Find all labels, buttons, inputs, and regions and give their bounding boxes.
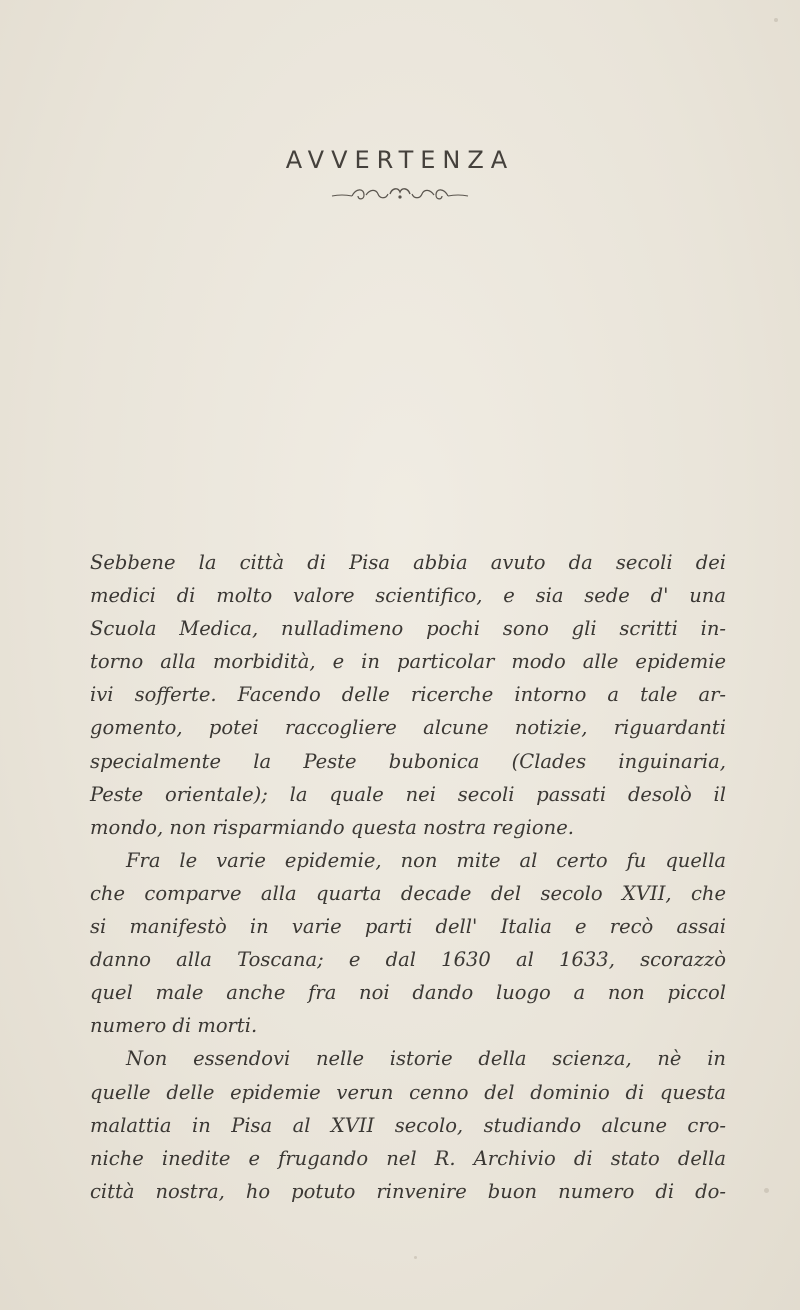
text-line: città nostra, ho potuto rinvenire buon numero di do-: [90, 1179, 726, 1203]
paper-spot: [414, 1256, 417, 1259]
text-line: medici di molto valore scientifico, e sia sede d' una: [90, 584, 726, 608]
text-line: specialmente la Peste bubonica (Clades inguinaria,: [90, 749, 726, 773]
text-line: si manifestò in varie parti dell' Italia e recò assai: [90, 915, 726, 939]
text-line: Sebbene la città di Pisa abbia avuto da secoli dei: [90, 551, 726, 574]
paragraph-2: [90, 844, 726, 1043]
page-heading: AVVERTENZA: [285, 146, 515, 174]
text-line: Non essendovi nelle istorie della scienza, nè in: [126, 1047, 726, 1071]
text-line: Fra le varie epidemie, non mite al certo fu quella: [126, 848, 726, 872]
text-line: mondo, non risparmiando questa nostra regione.: [90, 815, 574, 839]
text-line: ivi sofferte. Facendo delle ricerche intorno a tale ar-: [90, 683, 726, 707]
paper-spot: [764, 1188, 769, 1193]
decorative-flourish-icon: [330, 186, 470, 202]
text-line: Peste orientale); la quale nei secoli passati desolò il: [90, 782, 726, 806]
text-line: Scuola Medica, nulladimeno pochi sono gli scritti in-: [90, 617, 726, 641]
text-line: malattia in Pisa al XVII secolo, studiando alcune cro-: [90, 1113, 726, 1137]
paragraph-1: [90, 546, 726, 844]
paper-spot: [774, 18, 778, 22]
text-line: quelle delle epidemie verun cenno del dominio di questa: [90, 1080, 726, 1104]
text-line: gomento, potei raccogliere alcune notizie, riguardanti: [90, 716, 726, 740]
paragraph-3: [90, 1042, 726, 1207]
text-line: numero di morti.: [90, 1014, 258, 1038]
text-line: danno alla Toscana; e dal 1630 al 1633, scorazzò: [90, 948, 726, 972]
text-line: che comparve alla quarta decade del secolo XVII, che: [90, 881, 726, 905]
text-line: quel male anche fra noi dando luogo a non piccol: [90, 981, 726, 1005]
body-text: [90, 546, 726, 1208]
text-line: torno alla morbidità, e in particolar modo alle epidemie: [90, 650, 726, 674]
text-line: niche inedite e frugando nel R. Archivio di stato della: [90, 1146, 726, 1170]
